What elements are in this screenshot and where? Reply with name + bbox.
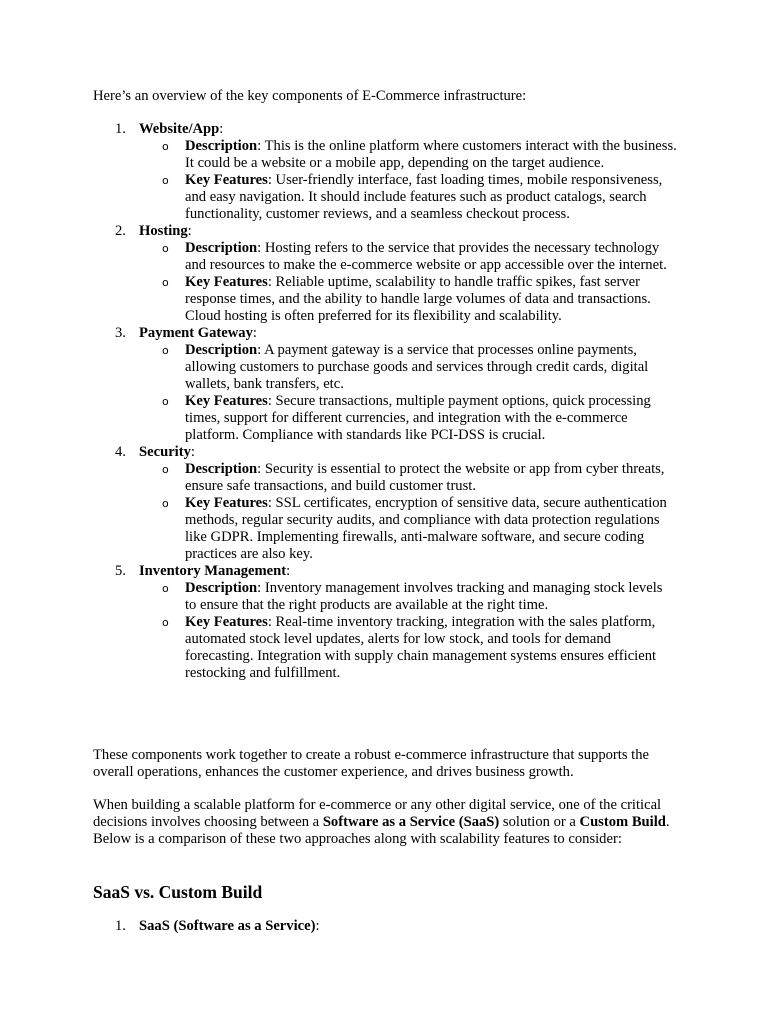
paragraph-text: solution or a [499, 814, 580, 830]
bullet-icon: o [162, 242, 169, 255]
sub-list-item [139, 274, 677, 325]
features-text: SSL certificates, encryption of sensitive data, secure authentication methods, regular security audits, and compliance with data protection regulations like GDPR. Implementing firewalls, anti-malware software, and secure coding practices are also key. [185, 495, 667, 562]
features-text: Secure transactions, multiple payment options, quick processing times, support for different currencies, and integration with the e-commerce platform. Compliance with standards like PCI-DSS is crucial. [185, 393, 651, 443]
description-label: Description [185, 342, 258, 358]
sub-list-item [139, 580, 677, 614]
colon: : [267, 495, 272, 511]
bullet-icon: o [162, 174, 169, 187]
description-label: Description [185, 461, 258, 477]
item-title: Website/App [139, 121, 220, 137]
bullet-icon: o [162, 344, 169, 357]
paragraph-text: . Below is a comparison of these two approaches along with scalability features to consider: [93, 814, 670, 847]
colon: : [252, 325, 257, 341]
intro-paragraph: Here’s an overview of the key components of E-Commerce infrastructure: [93, 88, 527, 104]
list-item [93, 223, 693, 325]
item-title: SaaS (Software as a Service) [139, 918, 316, 934]
list-item [93, 918, 693, 935]
features-text: Reliable uptime, scalability to handle traffic spikes, fast server response times, and the ability to handle large volumes of data and transactions. Cloud hosting is often preferred for its flexibility and scalability. [185, 274, 651, 324]
item-title: Payment Gateway [139, 325, 253, 341]
colon: : [257, 461, 262, 477]
list-item [93, 121, 693, 223]
key-features-label: Key Features [185, 274, 268, 290]
features-text: User-friendly interface, fast loading times, mobile responsiveness, and easy navigation. It should include features such as product catalogs, search functionality, customer reviews, and a seamless checkout process. [185, 172, 663, 222]
sub-list-item [139, 393, 677, 444]
colon: : [190, 444, 195, 460]
list-item [93, 563, 693, 682]
colon: : [257, 342, 262, 358]
colon: : [267, 172, 272, 188]
paragraph-text: When building a scalable platform for e-commerce or any other digital service, one of the critical decisions involves choosing between a [93, 797, 662, 830]
sub-list-item [139, 495, 677, 563]
description-text: Inventory management involves tracking and managing stock levels to ensure that the right products are available at the right time. [185, 580, 663, 613]
comparison-intro-paragraph [93, 797, 693, 848]
comparison-list [93, 918, 693, 935]
sub-list [139, 461, 693, 563]
bullet-icon: o [162, 463, 169, 476]
saas-term: Software as a Service (SaaS) [322, 814, 500, 830]
custom-build-term: Custom Build [579, 814, 666, 830]
description-text: Hosting refers to the service that provides the necessary technology and resources to make the e-commerce website or app accessible over the internet. [185, 240, 667, 273]
colon: : [257, 240, 262, 256]
colon: : [267, 393, 272, 409]
list-number: 5. [115, 563, 126, 579]
key-features-label: Key Features [185, 495, 268, 511]
description-label: Description [185, 138, 258, 154]
sub-list [139, 342, 693, 444]
colon: : [257, 580, 262, 596]
list-number: 1. [115, 121, 126, 137]
key-features-label: Key Features [185, 614, 268, 630]
list-number: 2. [115, 223, 126, 239]
list-number: 1. [115, 918, 126, 934]
summary-paragraph: These components work together to create a robust e-commerce infrastructure that supports the overall operations, enhances the customer experience, and drives business growth. [93, 747, 649, 780]
key-features-label: Key Features [185, 172, 268, 188]
item-title: Inventory Management [139, 563, 287, 579]
key-features-label: Key Features [185, 393, 268, 409]
sub-list-item [139, 461, 677, 495]
bullet-icon: o [162, 497, 169, 510]
colon: : [315, 918, 320, 934]
sub-list [139, 580, 693, 682]
description-label: Description [185, 580, 258, 596]
colon: : [219, 121, 224, 137]
sub-list [139, 138, 693, 223]
bullet-icon: o [162, 395, 169, 408]
list-item [93, 325, 693, 444]
sub-list [139, 240, 693, 325]
colon: : [267, 274, 272, 290]
colon: : [286, 563, 291, 579]
description-text: A payment gateway is a service that processes online payments, allowing customers to purchase goods and services through credit cards, digital wallets, bank transfers, etc. [185, 342, 649, 392]
bullet-icon: o [162, 276, 169, 289]
sub-list-item [139, 138, 677, 172]
list-number: 4. [115, 444, 126, 460]
colon: : [187, 223, 192, 239]
colon: : [257, 138, 262, 154]
bullet-icon: o [162, 582, 169, 595]
sub-list-item [139, 240, 677, 274]
bullet-icon: o [162, 616, 169, 629]
sub-list-item [139, 172, 677, 223]
sub-list-item [139, 342, 677, 393]
item-title: Hosting [139, 223, 188, 239]
description-text: This is the online platform where customers interact with the business. It could be a website or a mobile app, depending on the target audience. [185, 138, 677, 171]
features-text: Real-time inventory tracking, integration with the sales platform, automated stock level updates, alerts for low stock, and tools for demand forecasting. Integration with supply chain management systems ensures efficient restocking and fulfillment. [185, 614, 657, 681]
description-label: Description [185, 240, 258, 256]
sub-list-item [139, 614, 677, 682]
list-number: 3. [115, 325, 126, 341]
components-list [93, 121, 693, 682]
bullet-icon: o [162, 140, 169, 153]
description-text: Security is essential to protect the website or app from cyber threats, ensure safe transactions, and build customer trust. [185, 461, 665, 494]
item-title: Security [139, 444, 191, 460]
section-heading: SaaS vs. Custom Build [93, 882, 263, 902]
list-item [93, 444, 693, 563]
colon: : [267, 614, 272, 630]
